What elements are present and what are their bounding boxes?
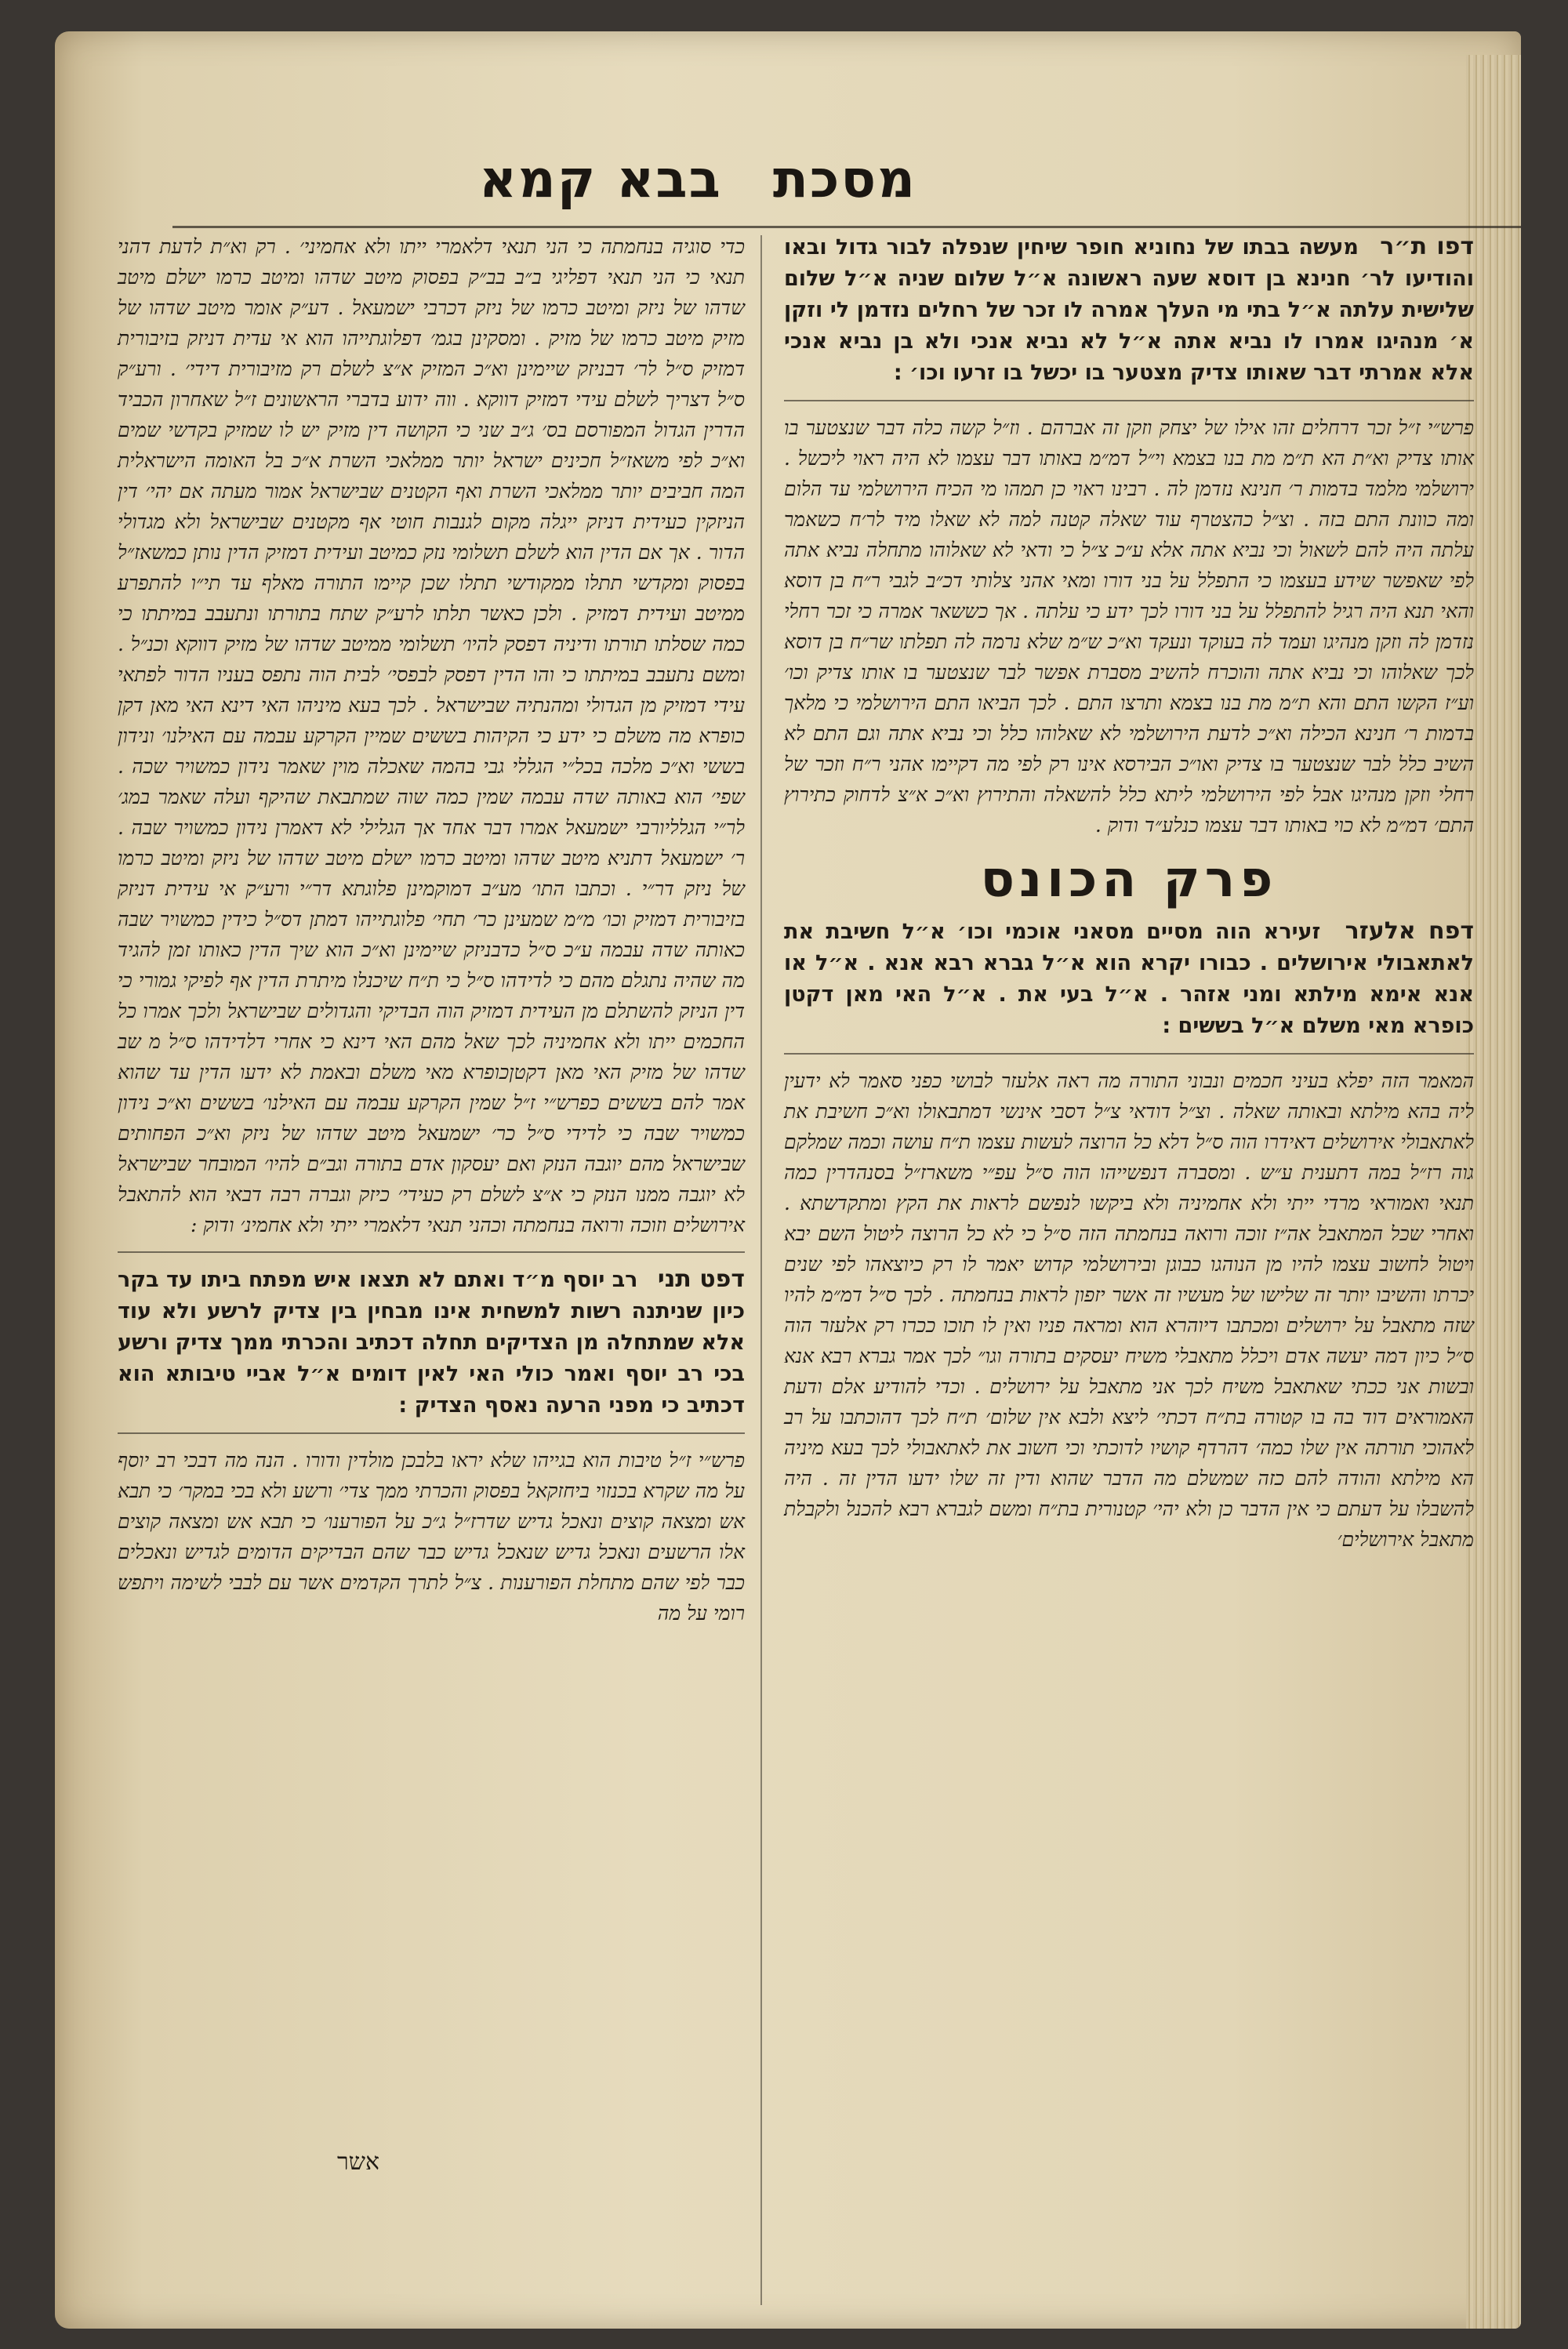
header-rule — [172, 226, 1521, 228]
left-commentary-1-text: כדי סוגיה בנחמתה כי הני תנאי דלאמרי ייתו ולא אחמיני׳ . רק וא״ת לדעת דהני תנאי כי הני תנאי דפליגי ב״ב בב״ק בפסוק מיטב שדהו ומיטב כרמו ישלם מיטב שדהו של ניזק ומיטב כרמו של ניזק דכרבי ישמעאל . דע״ק אומר מיטב שדהו של מזיק מיטב כרמו של מזיק . ומסקינן בגמ׳ דפלוגתייהו הוא אי עדית דניזק בזיבורית דמזיק ס״ל לר׳ דבניזק שיימינן וא״כ המזיק א״צ לשלם רק מזיבורית דידי׳ . ורע״ק ס״ל דצריך לשלם עידי דמזיק דווקא . ווה ידוע בדברי הראשונים ז״ל שאחרון הכביד הדרין הגדול המפורסם בס׳ ג״ב שני כי הקושה דין מזיק יש לו שמזיק בקדשי שמים וא״כ לפי משאז״ל חכינים ישראל יותר ממלאכי השרת א״כ בל האומה הישראלית המה חביבים יותר ממלאכי השרת ואף הקטנים שבישראל אמור מעתה אם יהי׳ דין הניזקין כעידית דניזק ייגלה מקום לגנבות חוטי אף מקטנים שבישראל ולא מגדולי הדור . אך אם הדין הוא לשלם תשלומי נזק כמיטב ועידית דמזיק הדין נותן כמשאז״ל בפסוק ומקדשי תתלו ממקודשי תתלו שכן קיימו התורה מאלף עד תי״ו להתפרע ממיטב ועידית דמזיק . ולכן כאשר תלתו לרע״ק שתח בתורתו ונתעבב במיתתו כי כמה שסלתו תורתו ודיניה דפסק להיו׳ תשלומי ממיטב שדהו של מזיק דווקא וכנ״ל . ומשם נתעבב במיתתו כי והו הדין דפסק לבפסי׳ לבית הוה נתפס בעניו הדור לפתאי עידי דמזיק מן הגדולי ומהנתיה שבישראל . לכך בעא מיניהו האי דינא האי מאן דקן כופרא מה משלם כי ידע כי הקיהות בששים שמיין הקרקע עבמה עם האילנו׳ ונידון בששי וא״כ מלכה בכל״י הגללי גבי בהמה שאכלה מוין שאמר נידון כמשויר שכה . שפי׳ הוא באותה שדה עבמה שמין כמה שוה שמתבאת שהיקף ועלה שאמר במג׳ לר״י הגלליורבי ישמעאל אמרו דבר אחד אך הגלילי לא דאמרן נידון כמשויר שבה . ר׳ ישמעאל דתניא מיטב שדהו ומיטב כרמו ישלם מיטב שדהו של ניזק ומיטב כרמו של ניזק דר״י . וכתבו התו׳ מע״ב דמוקמינן פלוגתא דר״י ורע״ק אי עידית דניזק בזיבורית דמזיק וכו׳ מ״מ שמעינן כר׳ תחי׳ פלוגתייהו דמתן דס״ל כידין כמשויר שבה כאותה שדה עבמה ע״כ ס״ל כדבניזק שיימינן וא״כ הוא שיך הדין כאותו זמן להגיד מה שהיה נתגלם מהם כי לדידהו ס״ל כי ת״ח שיכנלו מיתרת הדין אף לפיקי גמורי כי דין הניזק להשתלם מן העידית דמזיק הוה הבדיקי והגדולים שבישראל ולכך אמרו כל החכמים ייתו ולא אחמיניה לכך שאל מהם האי דינא כי אחרי דלדידהו ס״ל מ שב שדהו של מזיק האי מאן דקטןכופרא מאי משלם ובאמת לא ידעו הדין עד שהוא אמר להם בששים כפרש״י ז״ל שמין הקרקע עבמה עם האילנו׳ בששים וא״כ נידון כמשויר שבה כי לדידי ס״ל כר׳ ישמעאל מיטב שדהו של ניזק וא״כ הפחותים שבישראל מהם יוגבה הנזק ואם יעסקון אדם בתורה וגב״ם להיו׳ המובחר שבישראל לא יוגבה ממנו הנזק כי א״צ לשלם רק כעידי׳ כיזק וגברה רבה דבאי הוא להתאבל אירושלים וזוכה ורואה בנחמתה וכהני תנאי דלאמרי ייתי ולא אחמינ׳ ודוק : — [118, 235, 745, 1236]
left-mishnah-label: דפט תני — [657, 1265, 746, 1293]
right-top-text: מעשה בבתו של נחוניא חופר שיחין שנפלה לבור גדול ובאו והודיעו לר׳ חנינא בן דוסא שעה ראשונה א״ל שלום שניה א״ל שלום שלישית עלתה א״ל בתי מי העלך אמרה לו זכר של רחלים נזדמן לי וזקן א׳ מנהיגו אמרו לו נביא אתה א״ל לא נביא אנכי ולא בן נביא אנכי אלא אמרתי דבר שאותו צדיק מצטער בו יכשל בו זרעו וכו׳ : — [784, 235, 1474, 385]
column-divider — [760, 235, 762, 2305]
page-edges — [1466, 55, 1521, 2329]
separator — [118, 1432, 745, 1434]
right-mishnah-label: דפח אלעזר — [1345, 917, 1474, 945]
right-commentary-1-text: פרש״י ז״ל זכר דרחלים זהו אילו של יצחק וזקן זה אברהם . וז״ל קשה כלה דבר שנצטער בו אותו צדיק וא״ת הא ת״מ מת בנו בצמא וי״ל דמ״מ באותו דבר עצמו לא היה ראוי ליכשל . ירושלמי מלמד בדמות ר׳ חנינא נזדמן לה . רבינו ראוי כן תמהו מי הכיח הירושלמי עד הלום ומה כוונת התם בזה . וצ״ל כהצטרף עוד שאלה קטנה למה לא שאלו מיד לר׳ח כשאמר עלתה היה להם לשאול וכי נביא אתה אלא ע״כ צ״ל כי ודאי לא שאלוהו מתחלה נביא אתה לפי שאפשר שידע בעצמו כי התפלל על בני דורו ומאי אהני צלותי דכ״ב לגבי ר״ח בן דוסא והאי תנא היה רגיל להתפלל על בני דורו לכך ידע כי עלתה . אך כששאר אמרה כי זכר רחלי נזדמן לה וזקן מנהיגו ועמד לה בעוקד ונעקד וא״כ ש״מ שלא נרמה לה תפלתו שר״ח בן דוסא לכך שאלוהו וכי נביא אתה והוכרח להשיב מסברת אפשר לבר שנצטער בו אותו צדיק וכו׳ וע״ז הקשו התם והא ת״מ מת בנו בצמא ותרצו התם . לכך הביאו התם הירושלמי כי מלאך בדמות ר׳ חנינא הכילה וא״כ לדעת הירושלמי לא שאלוהו כלל וכי נביא אתה וגם התם לא השיב כלל לבר שנצטער בו צדיק ואו״כ הבירסא אינו רק לפי מה דקיימו אהני ר״ח וזכר של רחלי וזקן מנהיגו אבל לפי הירושלמי ליתא כלל להשאלה והתירוץ וא״כ א״צ לדחוק כתירוץ התם׳ דמ״מ לא כוי באותו דבר עצמו כנלע״ד ודוק . — [784, 416, 1474, 837]
right-top-block — [784, 231, 1474, 389]
catchword: אשר — [337, 2148, 379, 2176]
right-commentary-2-text: המאמר הזה יפלא בעיני חכמים ונבוני התורה מה ראה אלעזר לבושי כפני סאמר לא ידעין ליה בהא מילתא ובאותה שאלה . וצ״ל דודאי צ״ל דסבי אינשי דמתבאולו וא״כ חשיבת את לאתאבולי אירושלים דאידרו הוה ס״ל דלא כל הרוצה לעשות עצמו ת״ח עושה וכמה שמלקם גוה רז״ל במה דתענית ע״ש . ומסברה דנפשייהו הוה ס״ל עפ״י משארז״ל בסנהדרין כמה תנאי ואמוראי מרדי ייתי ולא אחמיניה ולא ביקשו לנפשם לראות את הקץ ומתקדשתא . ואחרי שכל המתאבל אה״ז זוכה ורואה בנחמתה הזה ס״ל כי לא כל הרוצה ליטול השם יבא ויטול לחשוב עצמו להיו מן הנוהגו כבוגן ובירושלמי קדוש יאמר לו רק כיוצאהו לפי שנים יכרתו והשיבו יותר זה שלישו של מעשיו זה אשר יזפון לראות בנחמתה . לכך ס״ל דמ״מ להיו שזה מתאבל על ירושלים ומכתבו דיוהרא הוא ומראה פניו ואין לו תוכו ככרו רק אלעזר הוה ס״ל כיון דמה יעשה אדם ויכלל מתאבלי משיח יעסקים בתורה וגו״ לכך אמר גברא רבא אנא ובשות אני ככתי שאתאבל משיח לכך אני מתאבל על ירושלים . וכדי להודיע אלם ודעת האמוראים דוד בה בו קטורה בת״ח דכתי׳ ליצא ולבא אין שלום׳ ת״ח לכך דהוכתבו על רב לאהוכי תורתה אין שלו כמה׳ דהרדף קושיו לדוכתי וכי חשוב את לאתאבולי לכך בעא מיניה הא מילתא והודה להם כזה שמשלם מה הדבר שהוא ודין זה שלו ידעו הדין זה . היה להשבלו על דעתם כי אין הדבר כן ולא יהי׳ קטנורית בת״ח ומשם לגברא רבא להכנל ולקבלת מתאבל אירושלים׳ — [784, 1069, 1474, 1551]
header-tractate-name: בבא קמא — [478, 149, 722, 209]
left-commentary-1 — [118, 231, 745, 1240]
left-column — [118, 231, 745, 2270]
header-tractate: מסכת — [772, 149, 916, 209]
left-commentary-2 — [118, 1445, 745, 1628]
left-commentary-2-text: פרש״י ז״ל טיבות הוא בגייהו שלא יראו בלבכן מולדין ודורו . הנה מה דבכי רב יוסף על מה שקרא בכנזוי ביחזקאל בפסוק והכרתי ממך צדי׳ ורשע ולא בכי במקר׳ כי תבא אש ומצאה קוצים ונאכל גדיש שדרז״ל ג״כ על הפורענו׳ כי תבא אש ומצאה קוצים אלו הרשעים ונאכל גדיש שנאכל גדיש כבר שהם הבדיקים הדומים לגדיש ונאכלים כבר לפי שהם מתחלת הפורענות . צ״ל לתרך הקדמים אשר עם לבבי לשימה ויתפש רומי על מה — [118, 1449, 745, 1625]
right-commentary-2 — [784, 1066, 1474, 1555]
left-mishnah-text: רב יוסף מ״ד ואתם לא תצאו איש מפתח ביתו עד בקר כיון שניתנה רשות למשחית אינו מבחין בין צדיק לרשע ולא עוד אלא שמתחלה מן הצדיקים תחלה דכתיב והכרתי ממך צדיק ורשע בכי רב יוסף ואמר כולי האי לאין דומים א״ל אביי טיבותא הוא דכתיב כי מפני הרעה נאסף הצדיק : — [118, 1268, 745, 1418]
right-mishnah-text: זעירא הוה מסיים מסאני אוכמי וכו׳ א״ל חשיבת את לאתאבולי אירושלים . כבורו יקרא הוא א״ל גברא רבא אנא . א״ל או אנא אימא מילתא ומני אזהר . א״ל בעי את . א״ל האי מאן דקטן כופרא מאי משלם א״ל בששים : — [784, 920, 1474, 1038]
chapter-title: פרק הכונס — [980, 851, 1278, 909]
separator — [784, 400, 1474, 401]
separator — [784, 1053, 1474, 1055]
right-column — [784, 231, 1474, 2270]
separator — [118, 1251, 745, 1253]
right-top-label: דפו ת״ר — [1380, 233, 1475, 260]
right-commentary-1 — [784, 412, 1474, 840]
right-mishnah — [784, 916, 1474, 1042]
left-mishnah — [118, 1264, 745, 1421]
book-page — [55, 31, 1521, 2329]
page-header — [463, 149, 933, 227]
